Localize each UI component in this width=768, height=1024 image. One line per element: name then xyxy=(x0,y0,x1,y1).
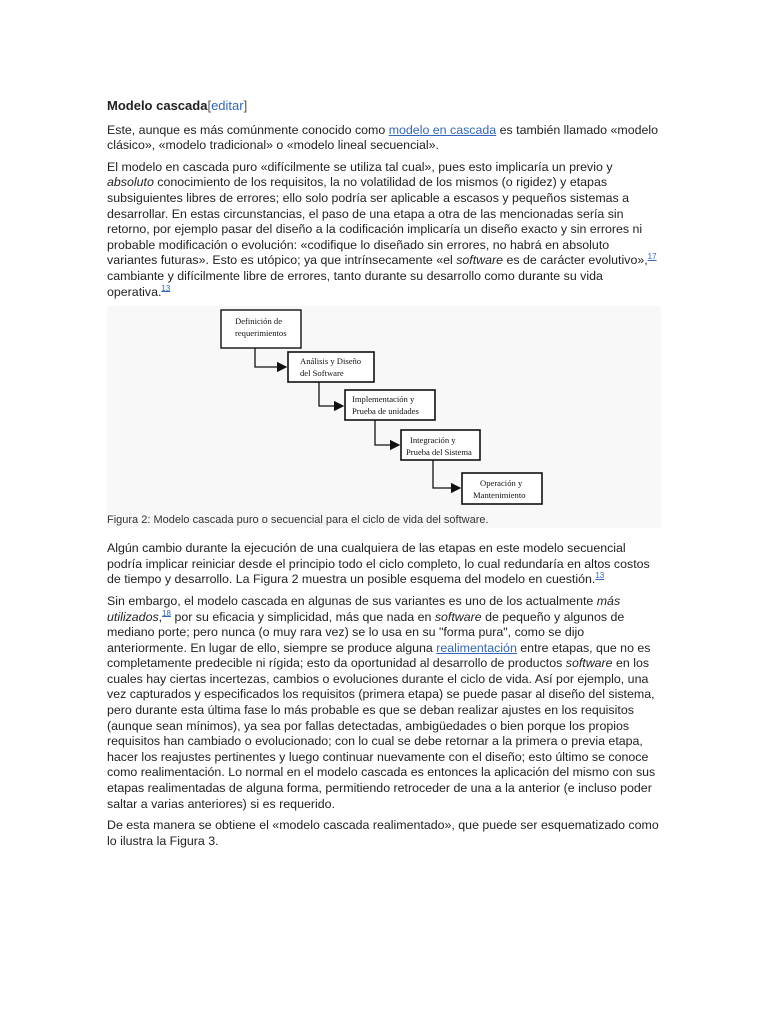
section-title: Modelo cascada xyxy=(107,98,208,113)
paragraph-1 xyxy=(107,123,659,154)
italic-text: software xyxy=(456,253,504,268)
text-run: de pequeño y algunos de mediano porte; pero nunca (o muy rara vez) se lo usa en su "forma pura", como se dijo anteriormente. En lugar de ello, siempre se produce alguna xyxy=(107,609,625,655)
citation-link[interactable]: 13 xyxy=(595,571,605,581)
italic-text: software xyxy=(434,609,482,624)
stage-3-line-2: Prueba de unidades xyxy=(352,406,419,417)
stage-5-line-1: Operación y xyxy=(480,478,523,489)
text-run: entre etapas, que no es completamente predecible ni rígida; esto da oportunidad al desarrollo de productos xyxy=(107,640,651,671)
text-run: Sin embargo, el modelo cascada en algunas de sus variantes es uno de los actualmente xyxy=(107,593,597,608)
citation-17[interactable] xyxy=(648,252,657,261)
citation-18[interactable] xyxy=(162,608,171,617)
italic-text: software xyxy=(565,656,613,671)
stage-2-line-2: del Software xyxy=(300,368,344,379)
section-heading xyxy=(107,98,659,114)
stage-1-line-1: Definición de xyxy=(235,316,283,327)
stage-4-line-2: Prueba del Sistema xyxy=(406,447,472,458)
paragraph-2 xyxy=(107,160,659,300)
text-run: Este, aunque es más comúnmente conocido como xyxy=(107,122,389,137)
stage-5-line-2: Mantenimiento xyxy=(473,490,526,501)
paragraph-3 xyxy=(107,541,659,588)
waterfall-model-link[interactable]: modelo en cascada xyxy=(388,122,497,137)
feedback-link[interactable]: realimentación xyxy=(436,640,517,655)
text-run: De esta manera se obtiene el «modelo cascada realimentado», que puede ser esquematizado como lo ilustra la Figura 3. xyxy=(107,818,659,848)
paragraph-5 xyxy=(107,818,659,849)
paragraph-4 xyxy=(107,594,659,812)
text-run: en los cuales hay ciertas incertezas, cambios o evoluciones durante el ciclo de vida. Así por ejemplo, una vez capturados y especificados los requisitos (primera etapa) se puede pasar al diseño del sistema, pero durante esta última fase lo más probable es que se deban realizar ajustes en los requisitos (aunque sean mínimos), ya sea por fallas detectadas, ambigüedades o bien porque los propios requisitos han cambiado o evolucionado; con lo cual se debe retornar a la primera o previa etapa, hacer los reajustes pertinentes y luego continuar nuevamente con el diseño; esto último se conoce como realimentación. Lo normal en el modelo cascada es entonces la aplicación del mismo con sus etapas realimentadas de alguna forma, permitiendo retroceder de una a la anterior (e incluso poder saltar a varias anteriores) si es requerido. xyxy=(107,656,656,811)
text-run: es también llamado «modelo clásico», «modelo tradicional» o «modelo lineal secuencial». xyxy=(107,122,659,153)
citation-13[interactable] xyxy=(595,571,604,580)
stage-1-line-2: requerimientos xyxy=(235,328,287,339)
article-content xyxy=(107,98,659,855)
figure-caption: Figura 2: Modelo cascada puro o secuencial para el ciclo de vida del software. xyxy=(107,514,489,527)
edit-bracket-open: [ xyxy=(207,98,212,113)
citation-link[interactable]: 18 xyxy=(162,608,172,618)
text-run: conocimiento de los requisitos, la no volatilidad de los mismos (o rigidez) y etapas subsiguientes libres de errores; ello solo podría ser aplicable a escasos y pequeños sistemas a desarrollar. En estas circunstancias, el paso de una etapa a otra de las mencionadas sería sin retorno, por ejemplo pasar del diseño a la codificación implicaría un diseño exacto y sin errores ni probable modificación o evolución: «codifique lo diseñado sin errores, no habrá en absoluto variantes futuras». Esto es utópico; ya que intrínsecamente «el xyxy=(107,175,643,268)
text-run: cambiante y difícilmente libre de errores, tanto durante su desarrollo como durante su vida operativa. xyxy=(107,268,603,299)
stage-3-line-1: Implementación y xyxy=(352,394,415,405)
text-run: El modelo en cascada puro «difícilmente se utiliza tal cual», pues esto implicaría un previo y xyxy=(107,159,613,174)
citation-link[interactable]: 13 xyxy=(161,283,171,293)
italic-text: absoluto xyxy=(107,175,154,190)
citation-13[interactable] xyxy=(161,283,170,292)
edit-link[interactable]: editar xyxy=(211,98,244,113)
stage-4-line-1: Integración y xyxy=(410,435,456,446)
figure-2 xyxy=(107,306,661,528)
waterfall-diagram xyxy=(107,306,661,511)
text-run: , xyxy=(158,609,163,624)
stage-2-line-1: Análisis y Diseño xyxy=(300,356,362,367)
italic-text: más utilizados xyxy=(107,593,621,624)
citation-link[interactable]: 17 xyxy=(647,252,657,262)
text-run: es de carácter evolutivo», xyxy=(503,253,648,268)
text-run: por su eficacia y simplicidad, más que nada en xyxy=(171,609,435,624)
edit-bracket-close: ] xyxy=(243,98,248,113)
text-run: Algún cambio durante la ejecución de una cualquiera de las etapas en este modelo secuencial podría implicar reiniciar desde el principio todo el ciclo completo, lo cual redundaría en altos costos de tiempo y desarrollo. La Figura 2 muestra un posible esquema del modelo en cuestión. xyxy=(107,541,650,587)
